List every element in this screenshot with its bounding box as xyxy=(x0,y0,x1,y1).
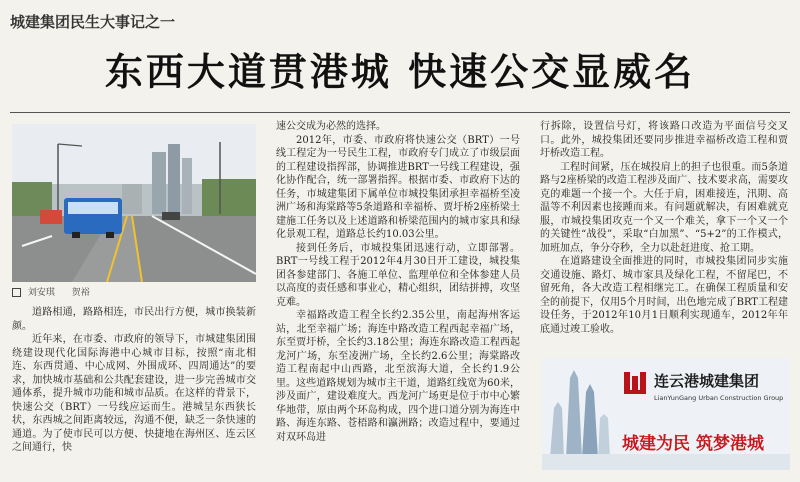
paragraph: 道路相通，路路相连，市民出行方便，城市换装新颜。 xyxy=(12,307,256,332)
paragraph: 2012年，市委、市政府将快速公交（BRT）一号线工程定为一号民生工程，市政府专门成立了市级层面的工程建设指挥部，协调推进BRT一号线工程建设，强化协作配合，统一部署指挥。根据市委、市政府下达的任务，市城建集团下属单位市城投集团承担幸福桥至凌洲广场和海棠路等5条道路和幸福桥、贾圩桥2座桥梁土建施工任务以及上述道路和桥梁范围内的城市家具和绿化景观工程，道路总长约10.03公里。 xyxy=(276,134,520,240)
article-column-1 xyxy=(12,306,256,474)
paragraph: 接到任务后，市城投集团迅速行动，立即部署。BRT一号线工程于2012年4月30日开工建设，城投集团各参建部门、各施工单位、监理单位和全体参建人员以高度的责任感和事业心，精心组织，团结拼搏，攻坚克难。 xyxy=(276,242,520,308)
photo-author: 贺裕 xyxy=(71,288,90,298)
article-column-3 xyxy=(540,120,788,352)
headline: 东西大道贯港城 快速公交显威名 xyxy=(104,50,696,94)
paragraph: 工程时间紧，压在城投肩上的担子也很重。而5条道路与2座桥梁的改造工程涉及面广、技术要求高，需要攻克的难题一个接一个。大任于肩，困难接连，汛期、高温等不利因素也接踵而来。有问题就解决，有困难就克服，市城投集团攻克一个又一个难关，拿下一个又一个的关键性“战役”，采取“白加黑”、“5+2”的工作模式，加班加点，争分夺秒，全力以赴赶进度、抢工期。 xyxy=(540,161,788,254)
kicker: 城建集团民生大事记之一 xyxy=(10,13,176,31)
company-name-en: LianYunGang Urban Construction Group xyxy=(654,394,784,402)
divider xyxy=(10,112,790,113)
paragraph: 速公交成为必然的选择。 xyxy=(276,121,386,132)
company-logo-icon xyxy=(622,370,648,396)
paragraph: 近年来，在市委、市政府的领导下，市城建集团围绕建设现代化国际海港中心城市目标，按照“南北相连、东西贯通、中心成网、外围成环、四周通达”的要求，加快城市基础和公共配套建设，进一步完善城市交通体系，提升城市功能和城市品质。在这样的背景下，快速公交（BRT）一号线应运而生。港城呈东西狭长状，东西城之间距离较远，沟通不便，缺乏一条快速的通道。为了使市民可以方便、快捷地在海州区、连云区之间通行，快 xyxy=(12,334,256,453)
photo-author: 刘安琪 xyxy=(27,288,55,298)
photo-caption xyxy=(12,286,256,300)
article-column-2 xyxy=(276,120,520,474)
paragraph: 行拆除，设置信号灯，将该路口改造为平面信号交叉口。此外，城投集团还要同步推进幸福桥改造工程和贾圩桥改造工程。 xyxy=(540,121,788,159)
company-name: 连云港城建集团 xyxy=(654,372,760,390)
paragraph: 在道路建设全面推进的同时，市城投集团同步实施交通设施、路灯、城市家具及绿化工程，不留尾巴，不留死角，各大改造工程相继完工。在确保工程质量和安全的前提下，仅用5个月时间，出色地完成了BRT工程建设任务，于2012年10月1日顺利实现通车，2012年年底通过竣工验收。 xyxy=(540,256,788,335)
ad-slogan: 城建为民 筑梦港城 xyxy=(622,434,764,454)
camera-icon xyxy=(12,288,21,297)
street-photo xyxy=(12,124,256,282)
paragraph: 幸福路改造工程全长约2.35公里，南起海州客运站，北至幸福广场；海连中路改造工程西起幸福广场，东至贾圩桥，全长约3.18公里；海连东路改造工程西起龙河广场，东至凌洲广场，全长约2.6公里；海棠路改造工程南起中山西路，北至滨海大道，全长约1.9公里。这些道路规划为城市主干道，道路红线宽为60米，涉及面广，建设难度大。西龙河广场更是位于市中心繁华地带，原由两个环岛构成，四个进口道分别为海连中路、海连东路、苍梧路和瀛洲路；改造过程中，要通过对双环岛进 xyxy=(276,310,520,443)
